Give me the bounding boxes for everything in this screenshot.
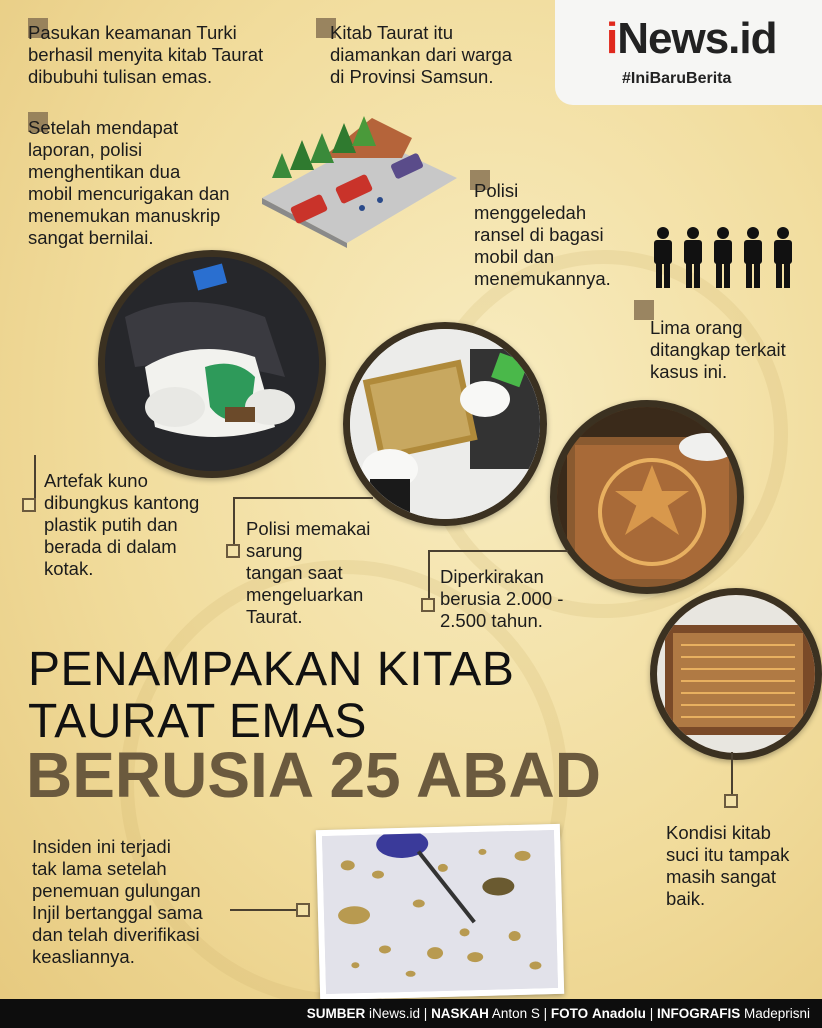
connector-node: [421, 598, 435, 612]
connector-node: [22, 498, 36, 512]
caption-kondisi: Kondisi kitab suci itu tampak masih sangat baik.: [666, 822, 790, 909]
point-5: Lima orang ditangkap terkait kasus ini.: [650, 317, 786, 382]
connector-line: [428, 550, 568, 552]
point-4: Polisi menggeledah ransel di bagasi mobil dan menemukannya.: [474, 180, 611, 289]
connector-node: [226, 544, 240, 558]
car-scene-illustration: [252, 108, 462, 248]
people-icon: [650, 226, 800, 295]
headline-line-1: PENAMPAKAN KITAB: [28, 643, 515, 696]
photo-car-trunk[interactable]: [98, 250, 326, 478]
caption-sarung-tangan: Polisi memakai sarung tangan saat mengeluarkan Taurat.: [246, 518, 371, 627]
footer-credits: SUMBER iNews.id | NASKAH Anton S | FOTO Anadolu | INFOGRAFIS Madeprisni: [0, 999, 822, 1028]
connector-line: [34, 455, 36, 503]
caption-usia: Diperkirakan berusia 2.000 - 2.500 tahun.: [440, 566, 564, 631]
connector-line: [731, 752, 733, 796]
photo-book-in-hands[interactable]: [343, 322, 547, 526]
headline-line-2: TAURAT EMAS: [28, 695, 367, 748]
connector-line: [233, 497, 235, 545]
brand-logo[interactable]: iNews.id: [606, 14, 777, 63]
connector-line: [230, 909, 296, 911]
headline-line-3: BERUSIA 25 ABAD: [26, 739, 601, 811]
connector-line: [233, 497, 373, 499]
caption-insiden: Insiden ini terjadi tak lama setelah penemuan gulungan Injil bertanggal sama dan telah diverifikasi keasliannya.: [32, 836, 203, 967]
brand-hashtag: #IniBaruBerita: [622, 70, 732, 87]
caption-artefak: Artefak kuno dibungkus kantong plastik putih dan berada di dalam kotak.: [44, 470, 200, 579]
photo-book-text[interactable]: [650, 588, 822, 760]
point-2: Kitab Taurat itu diamankan dari warga di Provinsi Samsun.: [330, 22, 513, 87]
connector-node: [296, 903, 310, 917]
point-3: Setelah mendapat laporan, polisi menghentikan dua mobil mencurigakan dan menemukan manuskrip sangat bernilai.: [28, 117, 230, 248]
connector-node: [724, 794, 738, 808]
photo-fragments[interactable]: [316, 824, 564, 1000]
photo-book-star[interactable]: [550, 400, 744, 594]
point-1: Pasukan keamanan Turki berhasil menyita kitab Taurat dibubuhi tulisan emas.: [28, 22, 264, 87]
connector-line: [428, 550, 430, 600]
